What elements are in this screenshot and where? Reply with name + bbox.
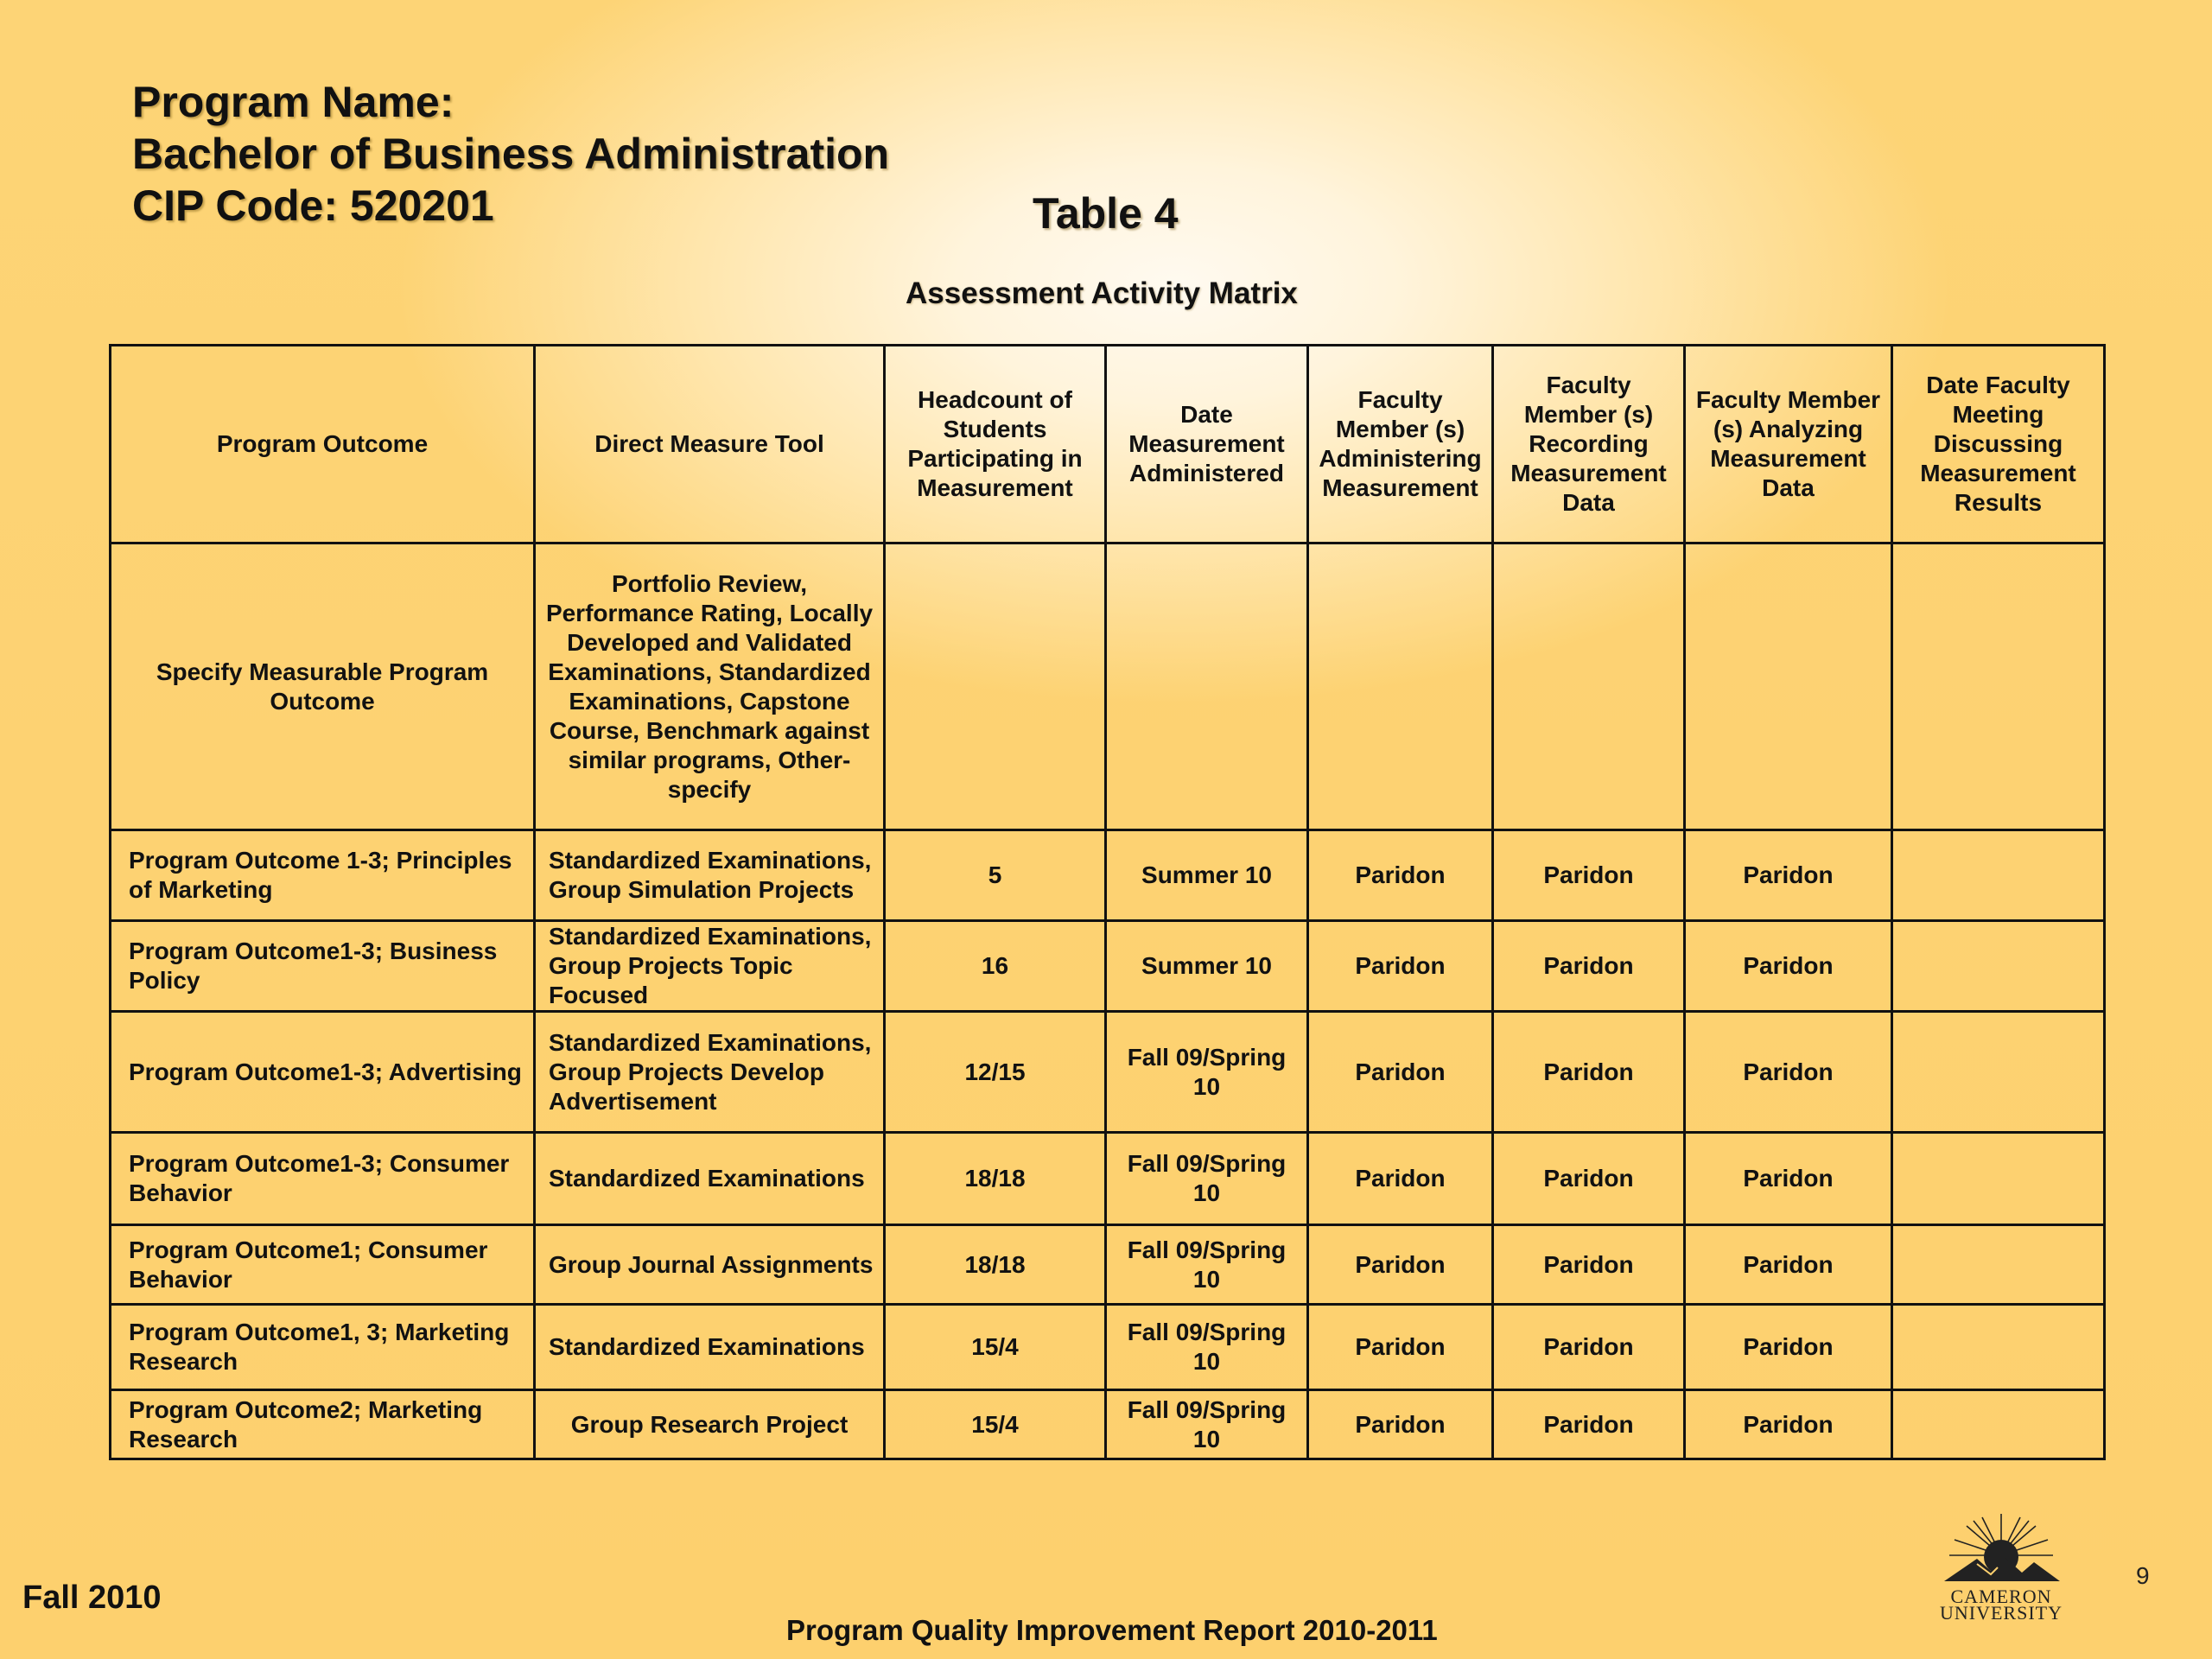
- column-header: Faculty Member (s) Recording Measurement Data: [1493, 346, 1685, 543]
- table-cell: Group Research Project: [535, 1390, 885, 1459]
- table-cell: Paridon: [1493, 1390, 1685, 1459]
- table-cell: Paridon: [1308, 1305, 1493, 1390]
- table-cell: Paridon: [1493, 1225, 1685, 1305]
- table-cell: Paridon: [1308, 1225, 1493, 1305]
- table-cell: Program Outcome1-3; Consumer Behavior: [111, 1133, 535, 1225]
- table-cell: Fall 09/Spring 10: [1106, 1390, 1308, 1459]
- table-cell: Paridon: [1685, 1012, 1892, 1133]
- table-cell: Paridon: [1308, 1133, 1493, 1225]
- table-cell: [1892, 1305, 2105, 1390]
- column-header: Faculty Member (s) Administering Measurement: [1308, 346, 1493, 543]
- footer-report-title: Program Quality Improvement Report 2010-2011: [786, 1614, 1438, 1646]
- table-cell: Paridon: [1685, 1305, 1892, 1390]
- column-header: Headcount of Students Participating in Measurement: [885, 346, 1106, 543]
- table-cell: [1892, 1012, 2105, 1133]
- table-cell: 5: [885, 830, 1106, 921]
- program-header: [132, 76, 889, 232]
- column-header: Faculty Member (s) Analyzing Measurement Data: [1685, 346, 1892, 543]
- table-cell: Portfolio Review, Performance Rating, Locally Developed and Validated Examinations, Standardized Examinations, Capstone Course, Benchmark against similar programs, Other-specify: [535, 543, 885, 830]
- table-cell: Paridon: [1685, 921, 1892, 1012]
- table-cell: [1685, 543, 1892, 830]
- table-cell: Fall 09/Spring 10: [1106, 1133, 1308, 1225]
- table-cell: Program Outcome1, 3; Marketing Research: [111, 1305, 535, 1390]
- table-row: [111, 543, 2105, 830]
- table-cell: Fall 09/Spring 10: [1106, 1012, 1308, 1133]
- table-cell: Standardized Examinations, Group Projects Develop Advertisement: [535, 1012, 885, 1133]
- table-row: [111, 1012, 2105, 1133]
- table-cell: Paridon: [1685, 1390, 1892, 1459]
- table-cell: Program Outcome1-3; Business Policy: [111, 921, 535, 1012]
- table-cell: Program Outcome2; Marketing Research: [111, 1390, 535, 1459]
- table-cell: [1892, 1390, 2105, 1459]
- table-cell: Paridon: [1685, 1133, 1892, 1225]
- table-cell: 16: [885, 921, 1106, 1012]
- table-cell: Program Outcome 1-3; Principles of Marketing: [111, 830, 535, 921]
- table-cell: Paridon: [1493, 921, 1685, 1012]
- table-cell: 15/4: [885, 1390, 1106, 1459]
- table-cell: 12/15: [885, 1012, 1106, 1133]
- table-cell: Standardized Examinations: [535, 1305, 885, 1390]
- table-row: [111, 1133, 2105, 1225]
- table-row: [111, 1305, 2105, 1390]
- table-cell: Program Outcome1-3; Advertising: [111, 1012, 535, 1133]
- table-cell: Group Journal Assignments: [535, 1225, 885, 1305]
- table-row: [111, 830, 2105, 921]
- table-cell: [1892, 543, 2105, 830]
- table-cell: Paridon: [1493, 830, 1685, 921]
- table-cell: Paridon: [1685, 1225, 1892, 1305]
- table-cell: [1493, 543, 1685, 830]
- table-header-row: [111, 346, 2105, 543]
- footer-term: Fall 2010: [22, 1580, 162, 1616]
- table-cell: Specify Measurable Program Outcome: [111, 543, 535, 830]
- table-cell: Paridon: [1308, 1012, 1493, 1133]
- column-header: Direct Measure Tool: [535, 346, 885, 543]
- table-subtitle: Assessment Activity Matrix: [906, 276, 1298, 310]
- table-row: [111, 921, 2105, 1012]
- assessment-matrix-table: [109, 344, 2106, 1460]
- table-cell: Paridon: [1493, 1133, 1685, 1225]
- logo-text-line2: UNIVERSITY: [1940, 1602, 2063, 1624]
- page-number: 9: [2136, 1562, 2150, 1589]
- table-cell: [885, 543, 1106, 830]
- table-cell: Fall 09/Spring 10: [1106, 1225, 1308, 1305]
- table-cell: 18/18: [885, 1225, 1106, 1305]
- table-cell: Paridon: [1308, 921, 1493, 1012]
- table-row: [111, 1390, 2105, 1459]
- table-cell: [1892, 830, 2105, 921]
- program-name-label: Program Name:: [132, 78, 454, 126]
- logo-text: [1932, 1586, 2070, 1624]
- table-cell: Paridon: [1685, 830, 1892, 921]
- table-cell: [1892, 921, 2105, 1012]
- table-cell: Standardized Examinations, Group Projects Topic Focused: [535, 921, 885, 1012]
- table-cell: Standardized Examinations: [535, 1133, 885, 1225]
- table-cell: Standardized Examinations, Group Simulation Projects: [535, 830, 885, 921]
- table-cell: Summer 10: [1106, 830, 1308, 921]
- table-cell: 18/18: [885, 1133, 1106, 1225]
- column-header: Date Faculty Meeting Discussing Measurement Results: [1892, 346, 2105, 543]
- table-cell: Paridon: [1493, 1012, 1685, 1133]
- table-cell: [1106, 543, 1308, 830]
- table-cell: Program Outcome1; Consumer Behavior: [111, 1225, 535, 1305]
- column-header: Date Measurement Administered: [1106, 346, 1308, 543]
- program-name: Bachelor of Business Administration: [132, 130, 890, 178]
- table-cell: Summer 10: [1106, 921, 1308, 1012]
- column-header: Program Outcome: [111, 346, 535, 543]
- table-row: [111, 1225, 2105, 1305]
- table-cell: Paridon: [1308, 830, 1493, 921]
- table-cell: 15/4: [885, 1305, 1106, 1390]
- cip-code: CIP Code: 520201: [132, 181, 494, 230]
- table-cell: [1308, 543, 1493, 830]
- table-cell: Paridon: [1493, 1305, 1685, 1390]
- table-title: Table 4: [1033, 189, 1179, 238]
- logo-text-line1: CAMERON: [1950, 1586, 2052, 1607]
- table-cell: [1892, 1225, 2105, 1305]
- table-cell: Paridon: [1308, 1390, 1493, 1459]
- table-cell: [1892, 1133, 2105, 1225]
- table-cell: Fall 09/Spring 10: [1106, 1305, 1308, 1390]
